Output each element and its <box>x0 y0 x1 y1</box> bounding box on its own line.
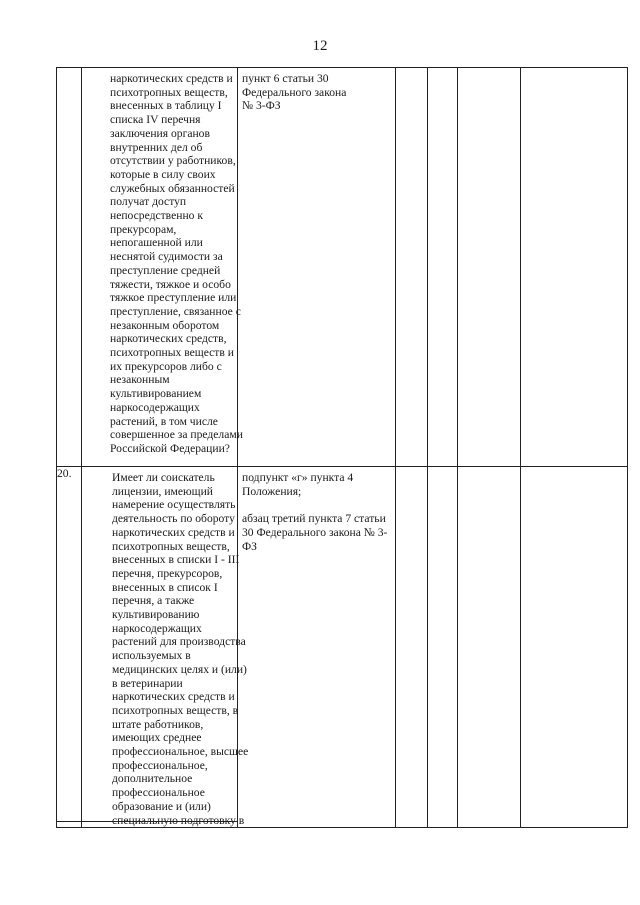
answer-cell-no <box>428 68 458 467</box>
checklist-table <box>56 67 628 828</box>
text-line: незаконным <box>110 373 170 387</box>
legal-reference-block <box>242 471 391 498</box>
text-line: психотропных веществ, <box>110 85 228 99</box>
text-line: непосредственно к <box>110 209 203 223</box>
text-line: ФЗ <box>242 539 257 553</box>
text-line: профессиональное, высшее <box>112 745 249 759</box>
text-line: психотропных веществ, в <box>112 703 239 717</box>
text-line: Российской Федерации? <box>110 441 230 455</box>
text-line: в ветеринарии <box>112 676 183 690</box>
answer-cell-yes <box>396 68 428 467</box>
text-line: перечня, прекурсоров, <box>112 566 223 580</box>
text-line: психотропных веществ и <box>110 346 234 360</box>
question-text <box>82 68 243 456</box>
text-line: отсутствии у работников, <box>110 154 236 168</box>
question-cell <box>82 467 249 828</box>
table-row <box>57 467 628 828</box>
text-line: абзац третий пункта 7 статьи <box>242 512 386 526</box>
text-line: лицензии, имеющий <box>112 484 214 498</box>
row-number: 20. <box>57 467 82 828</box>
answer-cell-yes <box>396 467 428 828</box>
text-line: наркотических средств и <box>112 690 235 704</box>
text-line: подпункт «г» пункта 4 <box>242 471 354 484</box>
text-line: Положения; <box>242 484 302 498</box>
text-line: штате работников, <box>112 717 204 731</box>
text-line: психотропных веществ, <box>112 539 230 553</box>
text-line: Имеет ли соискатель <box>112 471 215 484</box>
text-line: перечня, а также <box>112 594 195 608</box>
text-line: наркотических средств и <box>112 525 235 539</box>
text-line: деятельность по обороту <box>112 512 235 526</box>
text-line: их прекурсоров либо с <box>110 359 222 373</box>
text-line: преступление, связанное с <box>110 304 241 318</box>
text-line: наркосодержащих <box>112 621 202 635</box>
text-line: профессиональное, <box>112 758 208 772</box>
text-line: получат доступ <box>110 195 187 209</box>
text-line: внутренних дел об <box>110 140 203 154</box>
legal-reference <box>238 68 395 113</box>
text-line: культивированию <box>112 608 200 622</box>
text-line: неснятой судимости за <box>110 250 223 264</box>
text-line: 30 Федерального закона № 3- <box>242 525 388 539</box>
row-number <box>57 68 82 467</box>
answer-cell-na <box>458 68 521 467</box>
text-line: преступление средней <box>110 263 221 277</box>
text-line: наркотических средств и <box>110 72 233 85</box>
text-line: внесенных в таблицу I <box>110 99 222 113</box>
text-line: незаконным оборотом <box>110 318 220 332</box>
text-line: культивированием <box>110 387 202 401</box>
text-line: специальную подготовку в <box>112 813 245 827</box>
reference-cell <box>238 467 396 828</box>
text-line: совершенное за пределами <box>110 428 243 442</box>
text-line: профессиональное <box>112 786 205 800</box>
page-number: 12 <box>312 38 328 54</box>
reference-cell <box>238 68 396 467</box>
text-line: списка IV перечня <box>110 113 201 127</box>
text-line: Федерального закона <box>242 85 347 99</box>
text-line: образование и (или) <box>112 799 211 813</box>
text-line: тяжкое преступление или <box>110 291 237 305</box>
notes-cell <box>521 68 628 467</box>
text-line: непогашенной или <box>110 236 203 250</box>
legal-reference <box>238 467 395 553</box>
text-line: наркосодержащих <box>110 400 200 414</box>
text-line: наркотических средств, <box>110 332 227 346</box>
text-line: служебных обязанностей <box>110 181 235 195</box>
text-line: имеющих среднее <box>112 731 202 745</box>
text-line: дополнительное <box>112 772 193 786</box>
text-line: внесенных в списки I - III <box>112 553 240 567</box>
question-text <box>82 467 249 827</box>
answer-cell-na <box>458 467 521 828</box>
text-line: используемых в <box>112 649 191 663</box>
text-line: прекурсорам, <box>110 222 177 236</box>
table-bottom-border <box>56 821 237 822</box>
text-line: внесенных в список I <box>112 580 218 594</box>
text-line: медицинских целях и (или) <box>112 662 247 676</box>
text-line: которые в силу своих <box>110 167 216 181</box>
answer-cell-no <box>428 467 458 828</box>
text-line: растений, в том числе <box>110 414 218 428</box>
text-line: тяжести, тяжкое и особо <box>110 277 231 291</box>
text-line: заключения органов <box>110 126 210 140</box>
text-line: намерение осуществлять <box>112 498 236 512</box>
question-cell <box>82 68 243 467</box>
table-row <box>57 68 628 467</box>
text-line: растений для производства <box>112 635 246 649</box>
notes-cell <box>521 467 628 828</box>
text-line: № 3-ФЗ <box>242 99 281 113</box>
text-line: пункт 6 статьи 30 <box>242 72 329 85</box>
legal-reference-block <box>242 512 391 553</box>
